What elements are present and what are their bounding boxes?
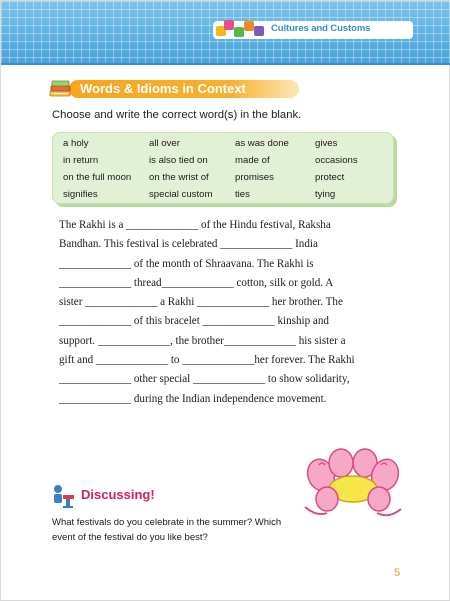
word-bank-item: as was done: [235, 138, 289, 149]
header-title: Cultures and Customs: [271, 23, 371, 34]
book-stack-icon: [49, 79, 73, 99]
word-bank-item: in return: [63, 155, 99, 166]
fill-in-passage: [59, 216, 399, 409]
passage-line: _____________ other special _____________ to show solidarity,: [59, 373, 350, 386]
word-bank-item: on the wrist of: [149, 172, 209, 183]
header-band: [1, 1, 450, 65]
word-bank-item: protect: [315, 172, 345, 183]
passage-line: sister _____________ a Rakhi _____________ her brother. The: [59, 296, 343, 309]
passage-line: Bandhan. This festival is celebrated _____________ India: [59, 238, 318, 251]
word-bank-item: is also tied on: [149, 155, 208, 166]
word-bank-item: all over: [149, 138, 180, 149]
word-bank-item: promises: [235, 172, 274, 183]
word-bank-item: tying: [315, 189, 336, 200]
passage-line: The Rakhi is a _____________ of the Hindu festival, Raksha: [59, 219, 331, 231]
word-bank-item: signifies: [63, 189, 98, 200]
word-bank-item: gives: [315, 138, 338, 149]
word-bank-item: occasions: [315, 155, 358, 166]
word-bank-item: on the full moon: [63, 172, 132, 183]
word-bank-item: made of: [235, 155, 270, 166]
header-logo: [216, 18, 268, 40]
question-line: What festivals do you celebrate in the summer? Which: [52, 517, 282, 528]
word-bank-item: special custom: [149, 189, 213, 200]
page-number: 5: [394, 567, 401, 579]
passage-line: _____________ of this bracelet _____________ kinship and: [59, 315, 329, 328]
passage-line: support. _____________, the brother_____________ his sister a: [59, 334, 346, 347]
instruction-text: Choose and write the correct word(s) in the blank.: [52, 109, 302, 121]
word-bank: [52, 132, 394, 204]
discussing-title: Discussing!: [81, 487, 155, 502]
word-bank-item: a holy: [63, 138, 89, 149]
discussion-question: [52, 515, 342, 545]
passage-line: _____________ during the Indian independence movement.: [59, 392, 327, 405]
passage-line: _____________ of the month of Shraavana. The Rakhi is: [59, 257, 314, 270]
word-bank-item: ties: [235, 189, 250, 200]
section-title: Words & Idioms in Context: [80, 81, 246, 96]
person-at-podium-icon: [49, 484, 77, 508]
passage-line: gift and _____________ to _____________her forever. The Rakhi: [59, 354, 355, 367]
question-line: event of the festival do you like best?: [52, 532, 208, 543]
passage-line: _____________ thread_____________ cotton, silk or gold. A: [59, 276, 334, 289]
